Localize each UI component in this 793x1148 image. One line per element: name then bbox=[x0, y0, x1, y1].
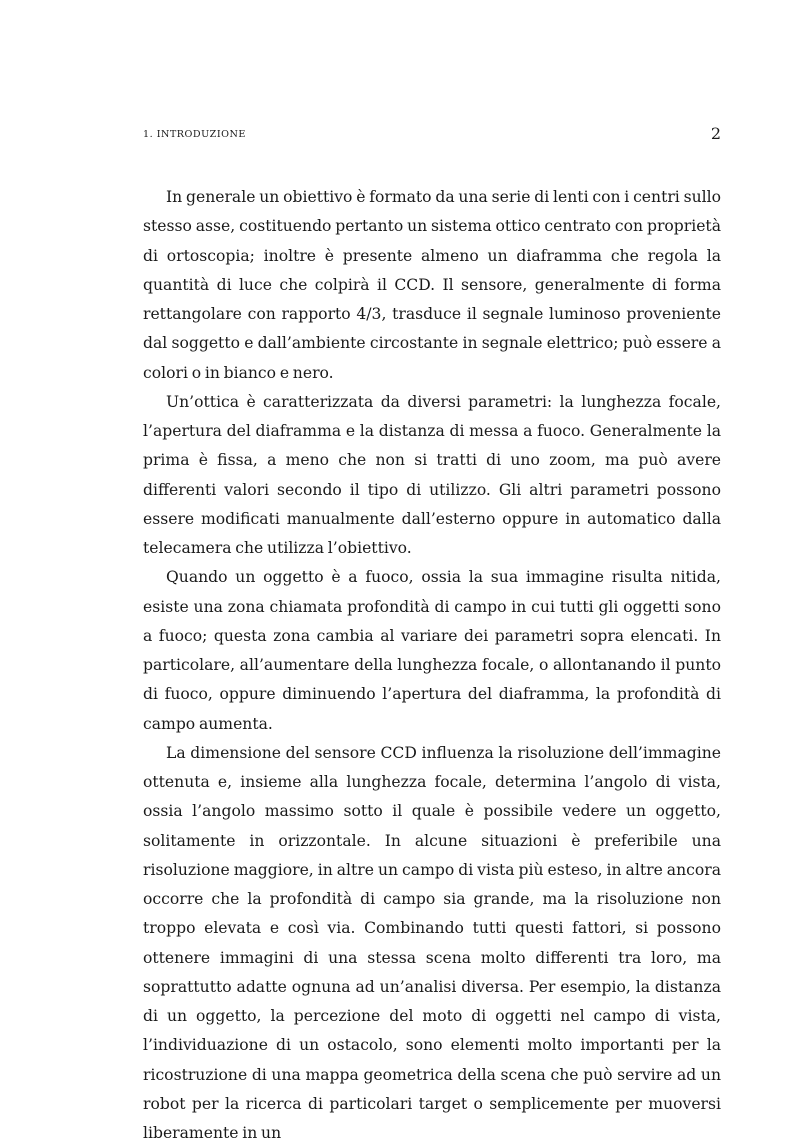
body-text bbox=[143, 183, 721, 1148]
chapter-title: 1. INTRODUZIONE bbox=[143, 129, 246, 140]
running-header bbox=[143, 124, 721, 146]
paragraph-3: Quando un oggetto è a fuoco, ossia la sua immagine risulta nitida, esiste una zona chiamata profondità di campo in cui tutti gli oggetti sono a fuoco; questa zona cambia al variare dei parametri sopra elencati. In particolare, all’aumentare della lunghezza focale, o allontanando il punto di fuoco, oppure diminuendo l’apertura del diaframma, la profondità di campo aumenta. bbox=[143, 568, 721, 733]
paragraph-2: Un’ottica è caratterizzata da diversi parametri: la lunghezza focale, l’apertura del diaframma e la distanza di messa a fuoco. Generalmente la prima è fissa, a meno che non si tratti di uno zoom, ma può avere differenti valori secondo il tipo di utilizzo. Gli altri parametri possono essere modificati manualmente dall’esterno oppure in automatico dalla telecamera che utilizza l’obiettivo. bbox=[143, 392, 721, 557]
page-number: 2 bbox=[710, 124, 721, 143]
paragraph-4: La dimensione del sensore CCD influenza la risoluzione dell’immagine ottenuta e, insieme alla lunghezza focale, determina l’angolo di vista, ossia l’angolo massimo sotto il quale è possibile vedere un oggetto, solitamente in orizzontale. In alcune situazioni è preferibile una risoluzione maggiore, in altre un campo di vista più esteso, in altre ancora occorre che la profondità di campo sia grande, ma la risoluzione non troppo elevata e così via. Combinando tutti questi fattori, si possono ottenere immagini di una stessa scena molto differenti tra loro, ma soprattutto adatte ognuna ad un’analisi diversa. Per esempio, la distanza di un oggetto, la percezione del moto di oggetti nel campo di vista, l’individuazione di un ostacolo, sono elementi molto importanti per la ricostruzione di una mappa geometrica della scena che può servire ad un robot per la ricerca di particolari target o semplicemente per muoversi liberamente in un bbox=[143, 743, 721, 1142]
paragraph-1: In generale un obiettivo è formato da una serie di lenti con i centri sullo stesso asse, costituendo pertanto un sistema ottico centrato con proprietà di ortoscopia; inoltre è presente almeno un diaframma che regola la quantità di luce che colpirà il CCD. Il sensore, generalmente di forma rettangolare con rapporto 4/3, trasduce il segnale luminoso proveniente dal soggetto e dall’ambiente circostante in segnale elettrico; può essere a colori o in bianco e nero. bbox=[143, 188, 721, 382]
